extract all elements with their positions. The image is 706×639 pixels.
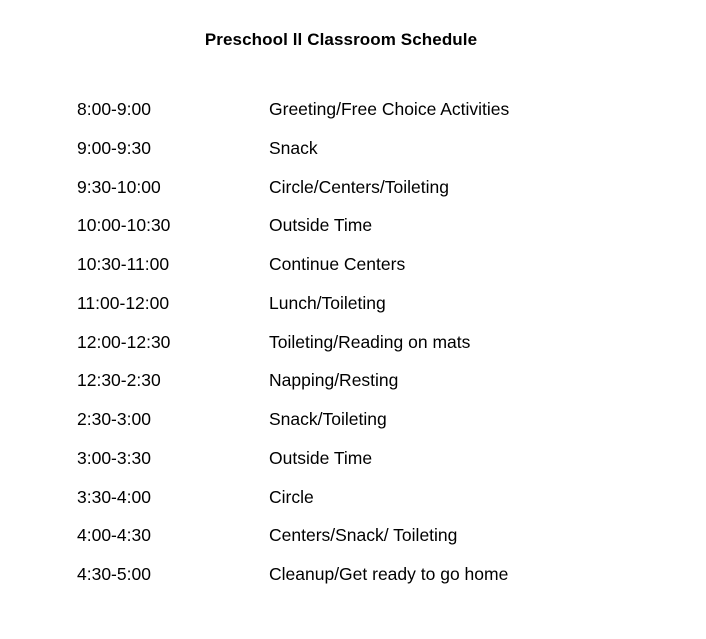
schedule-time: 2:30-3:00 [77, 409, 151, 429]
schedule-row [77, 251, 677, 290]
schedule-activity: Outside Time [269, 447, 373, 468]
schedule-row [77, 561, 677, 600]
document-title: Preschool ll Classroom Schedule [204, 30, 478, 49]
schedule-activity: Outside Time [269, 215, 373, 236]
schedule-activity: Greeting/Free Choice Activities [269, 99, 510, 119]
schedule-row [77, 96, 677, 135]
schedule-time: 10:30-11:00 [77, 254, 170, 274]
schedule-time: 11:00-12:00 [77, 292, 170, 313]
schedule-time: 9:30-10:00 [77, 176, 161, 197]
schedule-activity: Cleanup/Get ready to go home [269, 564, 509, 584]
schedule-activity: Snack [269, 137, 318, 158]
schedule-time: 4:30-5:00 [77, 564, 151, 584]
schedule-activity: Centers/Snack/ Toileting [269, 525, 458, 546]
schedule-row [77, 290, 677, 329]
schedule-time: 9:00-9:30 [77, 137, 151, 158]
schedule-list [77, 96, 677, 600]
schedule-row [77, 367, 677, 406]
schedule-time: 8:00-9:00 [77, 99, 151, 119]
schedule-activity: Napping/Resting [269, 370, 399, 391]
schedule-activity: Toileting/Reading on mats [269, 331, 471, 352]
schedule-activity: Continue Centers [269, 254, 406, 274]
schedule-row [77, 212, 677, 251]
schedule-time: 4:00-4:30 [77, 525, 151, 546]
schedule-time: 3:30-4:00 [77, 486, 151, 507]
schedule-row [77, 406, 677, 445]
schedule-row [77, 329, 677, 368]
schedule-time: 3:00-3:30 [77, 447, 151, 468]
schedule-row [77, 135, 677, 174]
schedule-row [77, 522, 677, 561]
schedule-activity: Circle [269, 486, 314, 507]
schedule-time: 12:30-2:30 [77, 370, 161, 391]
schedule-row [77, 484, 677, 523]
schedule-activity: Lunch/Toileting [269, 292, 386, 313]
schedule-row [77, 174, 677, 213]
schedule-row [77, 445, 677, 484]
schedule-activity: Snack/Toileting [269, 409, 387, 429]
schedule-time: 12:00-12:30 [77, 331, 171, 352]
schedule-activity: Circle/Centers/Toileting [269, 176, 449, 197]
schedule-time: 10:00-10:30 [77, 215, 171, 236]
